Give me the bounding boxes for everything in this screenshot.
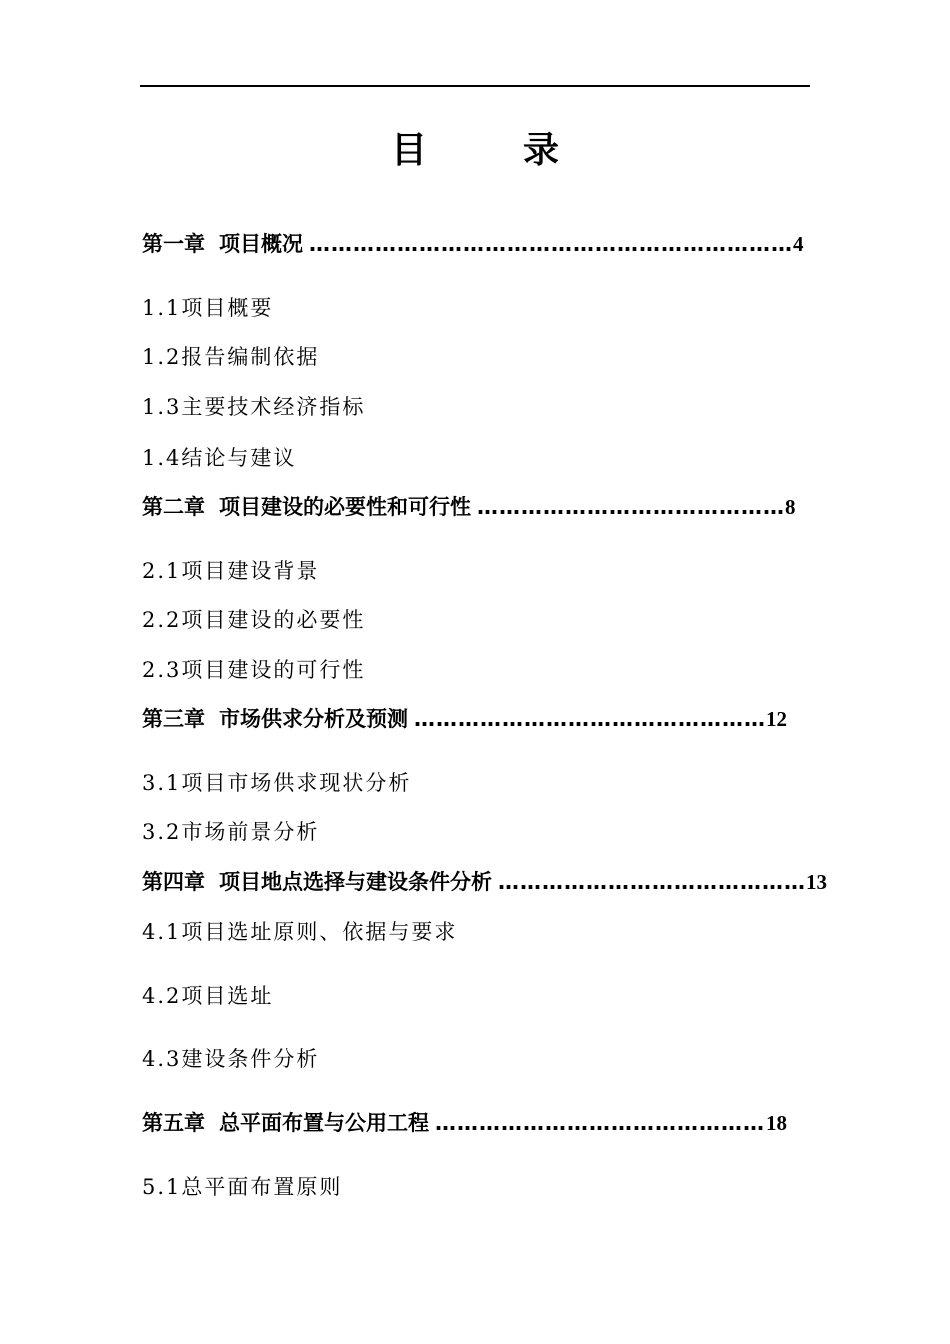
toc-chapter-entry xyxy=(142,709,787,730)
dot-leader: ………………………………………………………… xyxy=(309,232,793,256)
toc-section-entry: 3.1项目市场供求现状分析 xyxy=(142,771,412,795)
dot-leader: ……………………………………… xyxy=(435,1111,765,1135)
page-number: 4 xyxy=(793,232,804,256)
toc-section-entry: 2.2项目建设的必要性 xyxy=(142,608,366,632)
chapter-number: 第三章 xyxy=(142,707,205,731)
toc-section-entry: 1.3主要技术经济指标 xyxy=(142,395,366,419)
dot-leader: ………………………………………… xyxy=(414,707,766,731)
toc-section-entry: 4.1项目选址原则、依据与要求 xyxy=(142,920,458,944)
page-number: 12 xyxy=(766,707,787,731)
dot-leader: …………………………………… xyxy=(477,495,785,519)
toc-section-entry: 3.2市场前景分析 xyxy=(142,820,320,844)
toc-section-entry: 4.3建设条件分析 xyxy=(142,1047,320,1071)
chapter-number: 第五章 xyxy=(142,1111,205,1135)
toc-section-entry: 1.1项目概要 xyxy=(142,296,274,320)
chapter-number: 第二章 xyxy=(142,495,205,519)
page-title: 目 录 xyxy=(390,130,589,171)
toc-section-entry: 5.1总平面布置原则 xyxy=(142,1175,343,1199)
toc-section-entry: 2.1项目建设背景 xyxy=(142,559,320,583)
chapter-name: 项目地点选择与建设条件分析 xyxy=(219,870,492,894)
toc-section-entry: 4.2项目选址 xyxy=(142,984,274,1008)
chapter-name: 总平面布置与公用工程 xyxy=(219,1111,429,1135)
toc-section-entry: 2.3项目建设的可行性 xyxy=(142,658,366,682)
chapter-name: 项目建设的必要性和可行性 xyxy=(219,495,471,519)
toc-chapter-entry xyxy=(142,495,796,519)
chapter-name: 市场供求分析及预测 xyxy=(219,707,408,731)
toc-section-entry: 1.4结论与建议 xyxy=(142,446,297,470)
toc-chapter-entry xyxy=(142,232,804,256)
page-number: 18 xyxy=(766,1111,787,1135)
chapter-name: 项目概况 xyxy=(219,232,303,256)
toc-section-entry: 1.2报告编制依据 xyxy=(142,345,320,369)
toc-chapter-entry xyxy=(142,1113,787,1134)
header-rule xyxy=(140,85,810,87)
chapter-number: 第四章 xyxy=(142,870,205,894)
dot-leader: …………………………………… xyxy=(498,870,806,894)
page-number: 13 xyxy=(806,870,827,894)
page-number: 8 xyxy=(785,495,796,519)
toc-chapter-entry xyxy=(142,870,827,894)
chapter-number: 第一章 xyxy=(142,232,205,256)
